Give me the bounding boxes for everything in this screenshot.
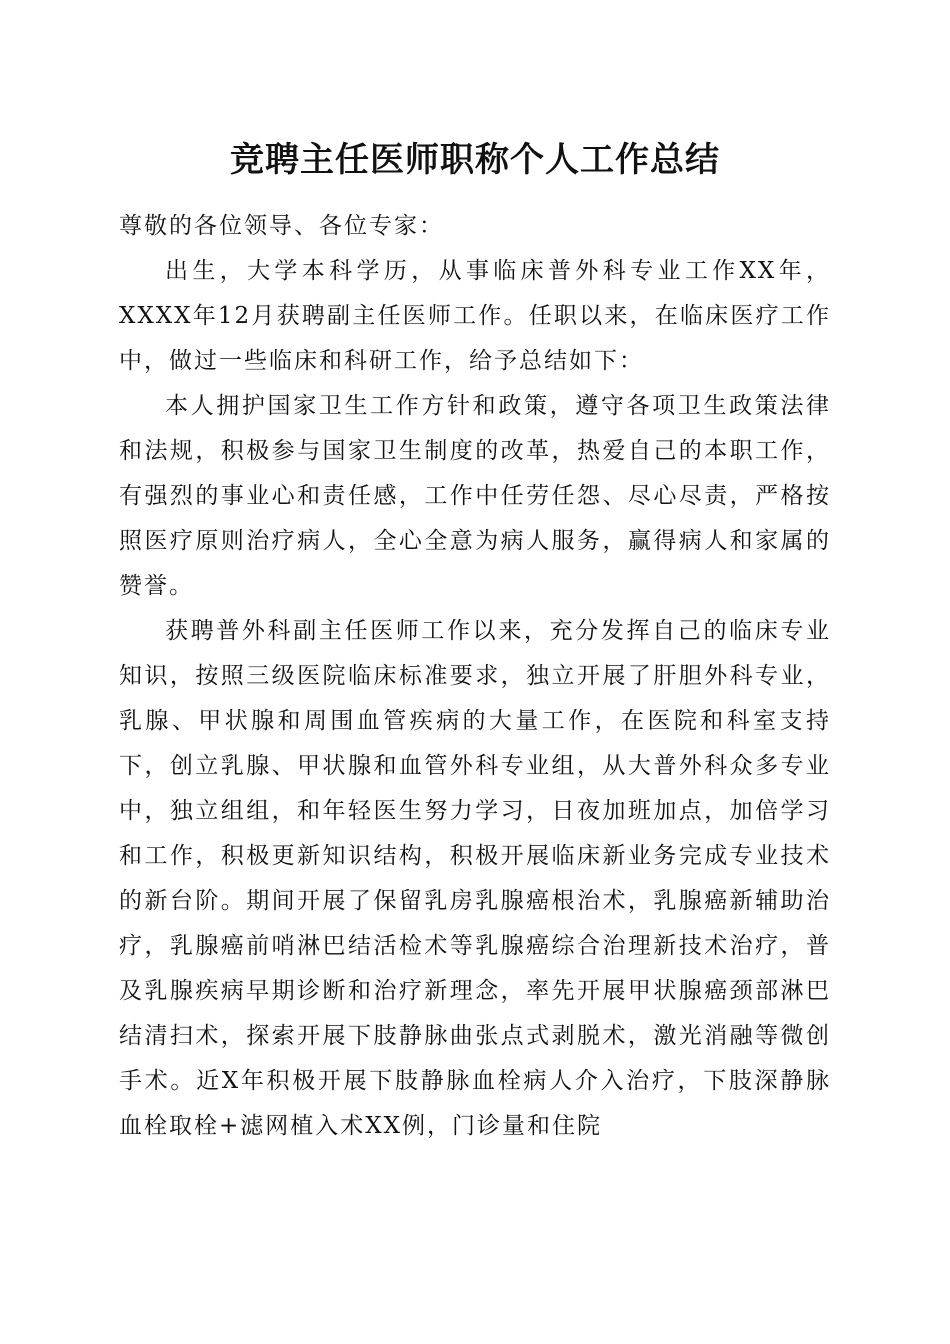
salutation: 尊敬的各位领导、各位专家： <box>119 213 444 239</box>
document-title: 竞聘主任医师职称个人工作总结 <box>230 140 720 180</box>
document-body <box>119 204 831 1149</box>
paragraph-political-stance: 本人拥护国家卫生工作方针和政策，遵守各项卫生政策法律和法规，积极参与国家卫生制度的改革，热爱自己的本职工作，有强烈的事业心和责任感，工作中任劳任怨、尽心尽责，严格按照医疗原则治疗病人，全心全意为病人服务，赢得病人和家属的赞誉。 <box>119 393 831 599</box>
paragraph-clinical-work: 获聘普外科副主任医师工作以来，充分发挥自己的临床专业知识，按照三级医院临床标准要求，独立开展了肝胆外科专业，乳腺、甲状腺和周围血管疾病的大量工作，在医院和科室支持下，创立乳腺、甲状腺和血管外科专业组，从大普外科众多专业中，独立组组，和年轻医生努力学习，日夜加班加点，加倍学习和工作，积极更新知识结构，积极开展临床新业务完成专业技术的新台阶。期间开展了保留乳房乳腺癌根治术，乳腺癌新辅助治疗，乳腺癌前哨淋巴结活检术等乳腺癌综合治理新技术治疗，普及乳腺疾病早期诊断和治疗新理念，率先开展甲状腺癌颈部淋巴结清扫术，探索开展下肢静脉曲张点式剥脱术，激光消融等微创手术。近X年积极开展下肢静脉血栓病人介入治疗，下肢深静脉血栓取栓+滤网植入术XX例，门诊量和住院 <box>119 618 831 1139</box>
paragraph-intro: 出生，大学本科学历，从事临床普外科专业工作XX年，XXXX年12月获聘副主任医师工作。任职以来，在临床医疗工作中，做过一些临床和科研工作，给予总结如下： <box>119 258 831 374</box>
